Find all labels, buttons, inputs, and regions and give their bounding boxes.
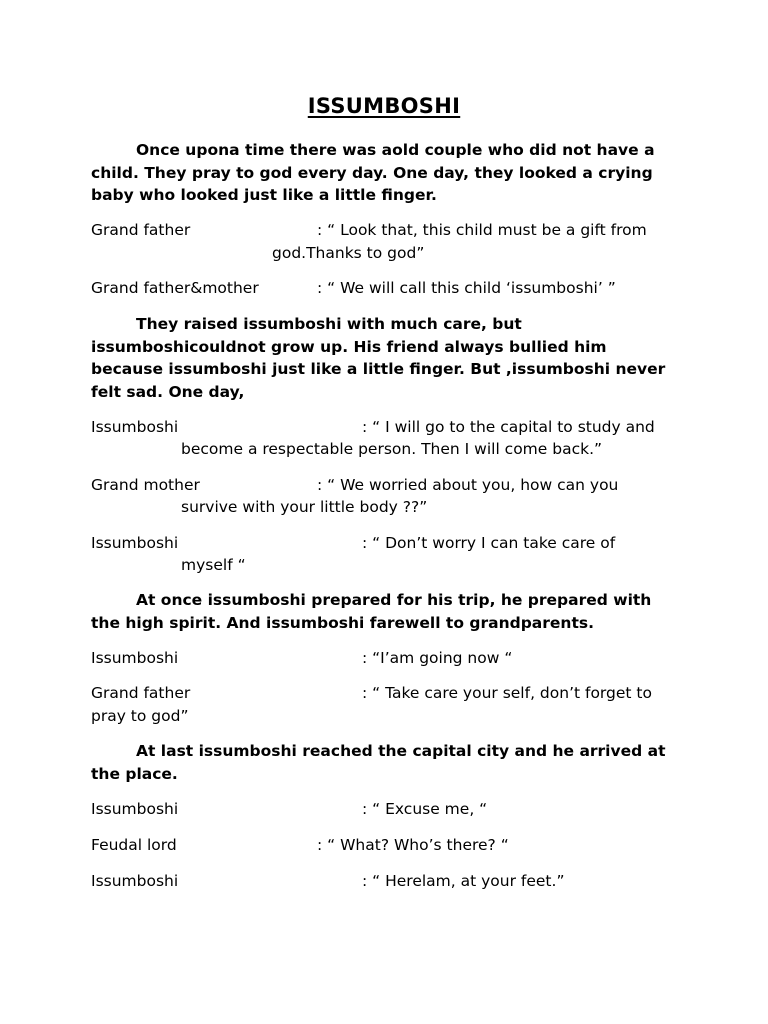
dialogue-speaker: Grand father bbox=[91, 684, 191, 702]
narrative-paragraph bbox=[91, 740, 681, 785]
dialogue-text: : “ Excuse me, “ bbox=[362, 800, 488, 818]
narrative-line: never felt sad. One day, bbox=[91, 360, 666, 401]
dialogue-text: : “ What? Who’s there? “ bbox=[317, 836, 509, 854]
narrative-line: crying baby who looked just like a little finger. bbox=[91, 163, 653, 204]
dialogue-speaker: Issumboshi bbox=[91, 649, 179, 667]
narrative-paragraph bbox=[91, 139, 681, 207]
narrative-line: at the place. bbox=[91, 742, 666, 783]
narrative-paragraph bbox=[91, 313, 681, 403]
narrative-line: because issumboshi just like a little finger. But ,issumboshi bbox=[91, 360, 616, 378]
dialogue-continuation: pray to god” bbox=[91, 707, 189, 725]
dialogue-text: : “ We worried about you, how can you bbox=[317, 476, 619, 494]
dialogue-continuation: god.Thanks to god” bbox=[272, 244, 425, 262]
narrative-line: with the high spirit. And issumboshi farewell to grandparents. bbox=[91, 591, 652, 632]
dialogue-text: : “ Don’t worry I can take care of bbox=[362, 534, 616, 552]
document-title-text: ISSUMBOSHI bbox=[307, 94, 461, 118]
dialogue-continuation: survive with your little body ??” bbox=[181, 498, 428, 516]
dialogue-continuation: myself “ bbox=[181, 556, 246, 574]
narrative-line: At once issumboshi prepared for his trip, he prepared bbox=[136, 591, 614, 609]
narrative-line: issumboshicouldnot grow up. His friend always bullied him bbox=[91, 337, 607, 356]
dialogue-text: : “ Look that, this child must be a gift from bbox=[317, 221, 647, 239]
dialogue-text: : “ Take care your self, don’t forget to bbox=[362, 684, 652, 702]
dialogue-speaker: Feudal lord bbox=[91, 836, 177, 854]
narrative-paragraph bbox=[91, 589, 681, 634]
dialogue-text: : “ I will go to the capital to study and bbox=[362, 418, 655, 436]
narrative-line: Once upona time there was aold couple who did not have bbox=[136, 141, 645, 159]
dialogue-text: : “ We will call this child ‘issumboshi’ ” bbox=[317, 279, 616, 297]
document-title bbox=[0, 94, 768, 118]
narrative-line: They raised issumboshi with much care, but bbox=[136, 315, 522, 333]
dialogue-speaker: Issumboshi bbox=[91, 872, 179, 890]
dialogue-text: : “ Herelam, at your feet.” bbox=[362, 872, 565, 890]
dialogue-speaker: Grand father&mother bbox=[91, 279, 259, 297]
dialogue-speaker: Issumboshi bbox=[91, 800, 179, 818]
dialogue-speaker: Issumboshi bbox=[91, 418, 179, 436]
narrative-line: a child. They pray to god every day. One day, they looked a bbox=[91, 141, 655, 182]
dialogue-text: : “I’am going now “ bbox=[362, 649, 513, 667]
dialogue-continuation: become a respectable person. Then I will come back.” bbox=[181, 440, 603, 458]
dialogue-speaker: Grand father bbox=[91, 221, 191, 239]
dialogue-speaker: Issumboshi bbox=[91, 534, 179, 552]
dialogue-speaker: Grand mother bbox=[91, 476, 200, 494]
narrative-line: At last issumboshi reached the capital city and he arrived bbox=[136, 742, 648, 760]
